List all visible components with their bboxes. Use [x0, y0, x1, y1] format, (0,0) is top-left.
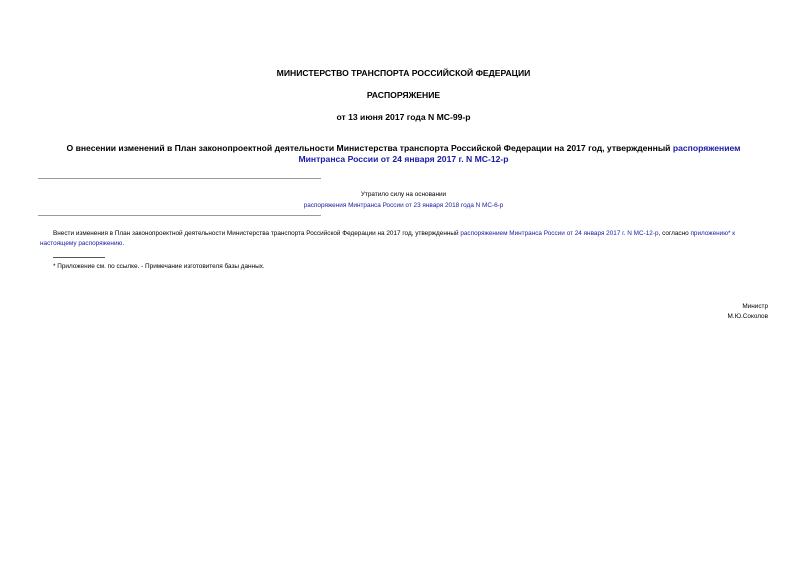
- body-link-order[interactable]: распоряжением Минтранса России от 24 января 2017 г. N МС-12-р: [460, 230, 659, 237]
- ministry-heading: МИНИСТЕРСТВО ТРАНСПОРТА РОССИЙСКОЙ ФЕДЕРАЦИИ: [276, 68, 531, 78]
- title-link-order-details[interactable]: Минтранса России от 24 января 2017 г. N МС-12-р: [298, 154, 509, 164]
- title-text: О внесении изменений в План законопроектной деятельности Министерства транспорта Российской Федерации на 2017 год, утвержденный: [66, 143, 673, 153]
- divider-bottom: [38, 215, 321, 216]
- signature-name: М.Ю.Соколов: [727, 313, 768, 320]
- body-text-middle: , согласно: [658, 230, 691, 237]
- footnote: * Приложение см. по ссылке. - Примечание изготовителя базы данных.: [53, 263, 265, 270]
- document-date-number: от 13 июня 2017 года N МС-99-р: [336, 112, 471, 122]
- status-note-text: Утратило силу на основании: [360, 191, 447, 198]
- status-note-link[interactable]: распоряжения Минтранса России от 23 января 2018 года N МС-6-р: [303, 202, 504, 209]
- document-title: [40, 143, 767, 165]
- body-text-end: .: [122, 240, 125, 247]
- document-type: РАСПОРЯЖЕНИЕ: [366, 90, 441, 100]
- body-link-appendix[interactable]: приложению* к настоящему распоряжению: [40, 230, 736, 247]
- signature-block: [727, 302, 768, 322]
- footnote-separator: [53, 257, 105, 258]
- signature-position: Министр: [742, 303, 768, 310]
- title-link-order[interactable]: распоряжением: [672, 143, 741, 153]
- status-note: [290, 190, 517, 210]
- body-paragraph: [40, 229, 768, 249]
- body-text-start: Внести изменения в План законопроектной деятельности Министерства транспорта Российской Федерации на 2017 год, утвержденный: [53, 230, 461, 237]
- divider-top: [38, 178, 321, 179]
